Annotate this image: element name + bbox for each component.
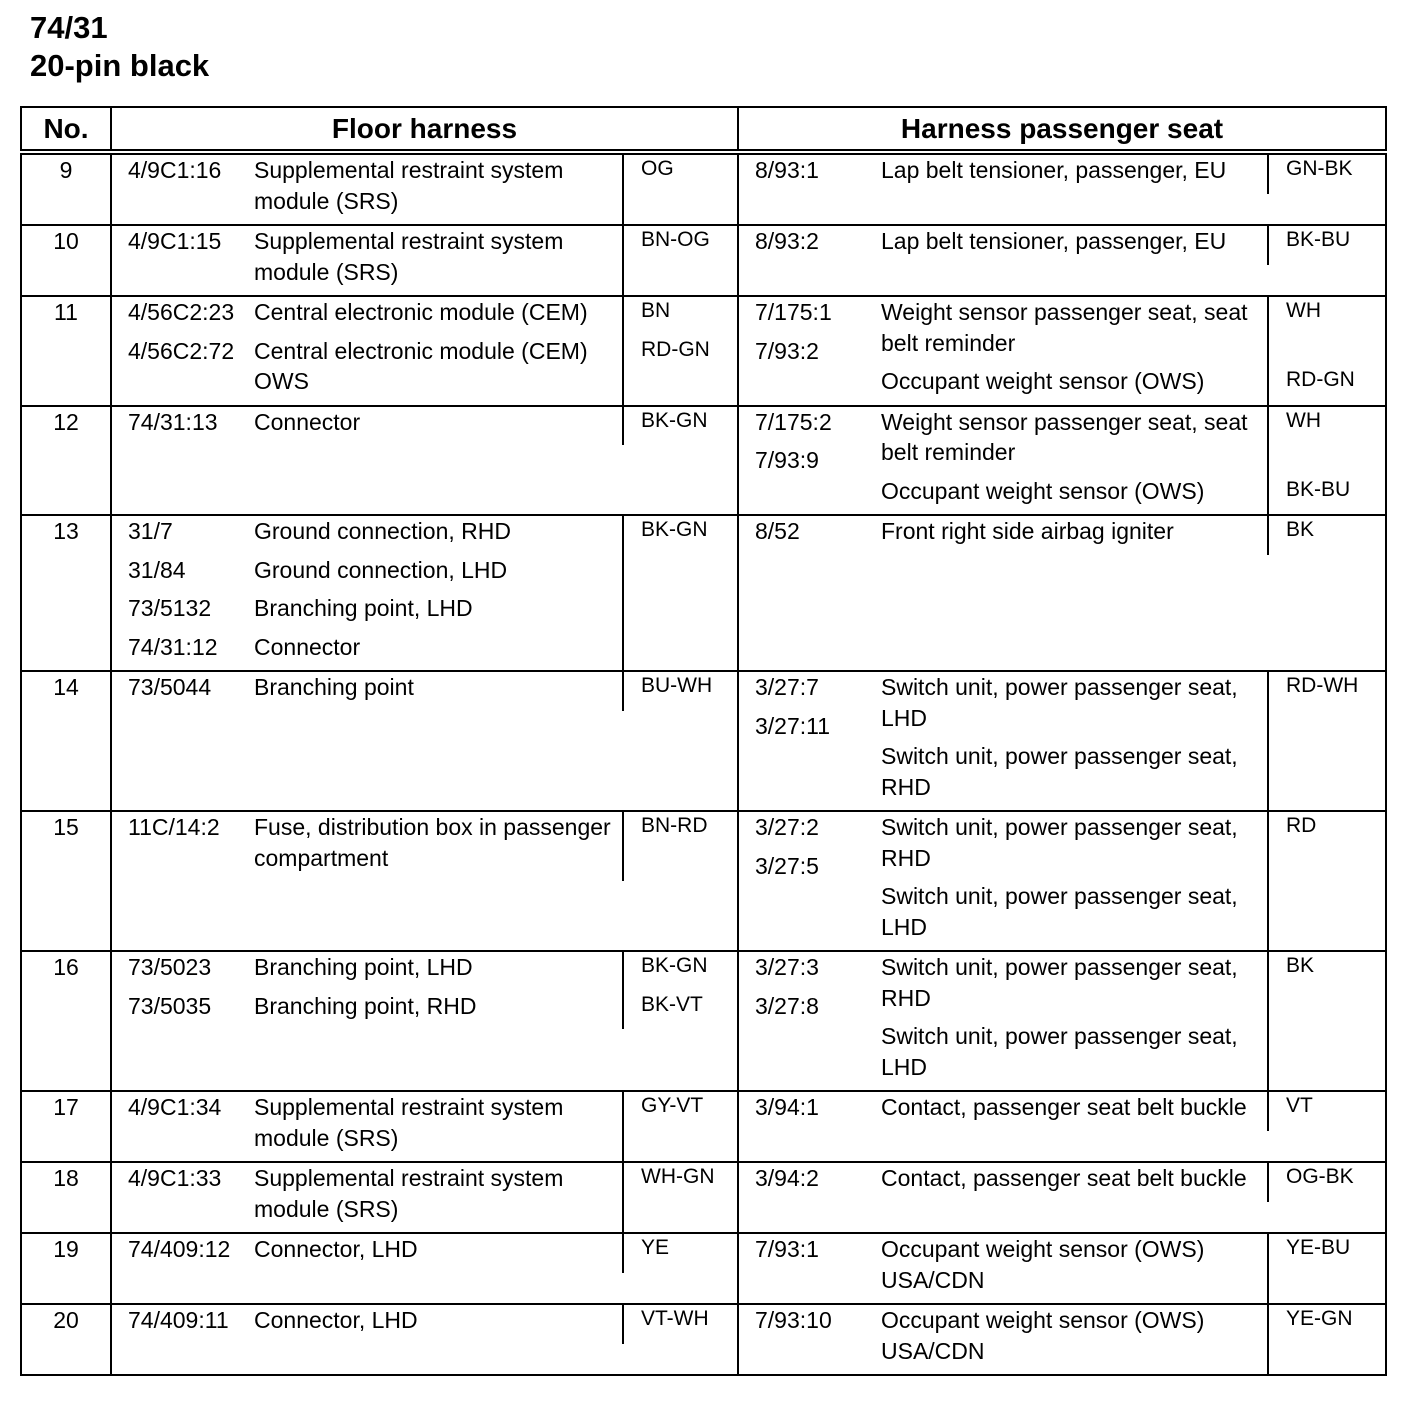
seat-code: 3/27:5 [755,852,819,879]
floor-grid [112,952,737,1029]
seat-codes [739,1234,881,1303]
floor-grid [112,1092,737,1161]
floor-description: Supplemental restraint system module (SRS) [254,1165,564,1222]
floor-color: BN-OG [641,228,710,251]
header-floor-harness: Floor harness [111,107,738,152]
floor-color: WH-GN [641,1165,715,1188]
seat-descriptions [881,1305,1267,1374]
floor-wire-color [622,1163,739,1232]
pin-number: 9 [21,152,111,225]
table-row [21,1091,1386,1162]
seat-description: Contact, passenger seat belt buckle [881,1165,1247,1191]
table-row [21,1304,1386,1375]
seat-code: 7/93:1 [755,1236,819,1262]
seat-wire-color [1267,516,1385,555]
floor-color: VT-WH [641,1307,709,1330]
floor-description: Branching point, RHD [254,992,477,1019]
seat-code: 7/93:9 [755,447,819,473]
seat-cell [738,1304,1386,1375]
seat-code: 7/93:10 [755,1307,832,1333]
floor-cell [111,1091,738,1162]
floor-codes [112,516,254,670]
floor-description: Connector [254,633,361,660]
seat-color: BK-BU [1286,477,1351,501]
table-row [21,406,1386,516]
seat-grid [739,1234,1385,1303]
floor-code: 11C/14:2 [128,814,220,840]
floor-codes [112,407,254,446]
table-row [21,225,1386,296]
seat-cell [738,1233,1386,1304]
seat-codes [739,1305,881,1374]
floor-grid [112,297,737,405]
table-row [21,515,1386,671]
floor-codes [112,1092,254,1161]
floor-description: Central electronic module (CEM) [254,299,588,325]
floor-grid [112,812,737,881]
seat-grid [739,952,1385,1090]
seat-code: 3/27:8 [755,992,819,1019]
floor-color: GY-VT [641,1094,704,1117]
floor-grid [112,1305,737,1344]
seat-grid [739,155,1385,194]
floor-descriptions [254,672,622,711]
floor-wire-color [622,1234,739,1273]
floor-code: 31/7 [128,518,173,544]
floor-cell [111,152,738,225]
floor-cell [111,515,738,671]
seat-wire-color [1267,297,1385,405]
table-row [21,951,1386,1091]
seat-grid [739,812,1385,950]
seat-description: Occupant weight sensor (OWS) [881,368,1205,394]
seat-wire-color [1267,1092,1385,1131]
seat-description: Switch unit, power passenger seat, RHD [881,814,1238,871]
floor-descriptions [254,812,622,881]
table-row [21,152,1386,225]
seat-description: Switch unit, power passenger seat, RHD [881,954,1238,1011]
seat-descriptions [881,516,1267,555]
seat-cell [738,296,1386,406]
seat-grid [739,1092,1385,1131]
table-row [21,1233,1386,1304]
floor-wire-color [622,297,739,405]
seat-descriptions [881,1092,1267,1131]
seat-codes [739,672,881,810]
floor-description: Central electronic module (CEM) OWS [254,337,588,394]
seat-wire-color [1267,952,1385,1090]
seat-code: 3/27:11 [755,712,831,739]
floor-codes [112,155,254,224]
pin-number: 10 [21,225,111,296]
floor-wire-color [622,672,739,711]
seat-color: YE-GN [1286,1307,1353,1330]
seat-wire-color [1267,226,1385,265]
floor-color: BN-RD [641,814,708,837]
floor-description: Branching point, LHD [254,595,473,621]
floor-code: 73/5023 [128,954,212,980]
seat-description: Front right side airbag igniter [881,518,1174,544]
floor-grid [112,516,737,670]
floor-wire-color [622,516,739,670]
floor-code: 74/31:12 [128,633,218,660]
floor-codes [112,297,254,405]
seat-grid [739,1163,1385,1202]
seat-descriptions [881,226,1267,265]
seat-code: 3/27:3 [755,954,819,980]
floor-code: 31/84 [128,556,186,583]
seat-description: Weight sensor passenger seat, seat belt reminder [881,408,1248,465]
seat-cell [738,515,1386,671]
seat-description: Weight sensor passenger seat, seat belt reminder [881,299,1248,356]
seat-descriptions [881,1163,1267,1202]
pin-number: 20 [21,1304,111,1375]
seat-grid [739,297,1385,405]
floor-code: 4/9C1:15 [128,228,222,254]
seat-cell [738,1091,1386,1162]
floor-code: 73/5132 [128,595,212,621]
floor-wire-color [622,812,739,881]
floor-descriptions [254,1234,622,1273]
floor-descriptions [254,407,622,446]
seat-code: 3/27:2 [755,814,819,840]
pin-number: 19 [21,1233,111,1304]
floor-wire-color [622,1092,739,1161]
seat-color: GN-BK [1286,157,1353,180]
floor-description: Ground connection, LHD [254,556,508,583]
seat-grid [739,672,1385,810]
seat-description: Occupant weight sensor (OWS) USA/CDN [881,1236,1205,1293]
floor-color: BK-GN [641,408,708,432]
seat-cell [738,671,1386,811]
seat-descriptions [881,155,1267,194]
header-no: No. [21,107,111,152]
table-row [21,671,1386,811]
seat-description: Switch unit, power passenger seat, LHD [881,1023,1238,1080]
floor-color: BK-GN [641,954,708,977]
floor-color: BN [641,299,671,322]
floor-color: BK-GN [641,518,708,541]
floor-cell [111,296,738,406]
floor-descriptions [254,226,622,295]
seat-codes [739,1163,881,1202]
floor-grid [112,155,737,224]
floor-code: 73/5035 [128,992,212,1019]
floor-description: Connector, LHD [254,1236,418,1262]
pin-number: 12 [21,406,111,516]
floor-color: BK-VT [641,993,703,1016]
floor-description: Connector [254,408,361,435]
pin-number: 18 [21,1162,111,1233]
floor-descriptions [254,952,622,1029]
floor-codes [112,226,254,295]
seat-color: RD [1286,814,1317,837]
pin-number: 13 [21,515,111,671]
seat-description: Lap belt tensioner, passenger, EU [881,228,1227,254]
floor-code: 74/409:11 [128,1307,229,1333]
seat-code: 8/52 [755,518,800,544]
floor-code: 4/56C2:23 [128,299,235,325]
floor-descriptions [254,155,622,224]
floor-descriptions [254,1092,622,1161]
seat-wire-color [1267,1163,1385,1202]
seat-descriptions [881,812,1267,950]
floor-color: YE [641,1236,670,1259]
floor-codes [112,812,254,881]
seat-codes [739,226,881,265]
floor-description: Connector, LHD [254,1307,418,1333]
floor-color: RD-GN [641,338,710,361]
floor-descriptions [254,1163,622,1232]
seat-color: OG-BK [1286,1165,1354,1188]
seat-descriptions [881,672,1267,810]
seat-descriptions [881,297,1267,405]
floor-cell [111,1304,738,1375]
floor-description: Branching point [254,674,414,700]
table-row [21,1162,1386,1233]
floor-descriptions [254,1305,622,1344]
seat-wire-color [1267,812,1385,950]
seat-color: YE-BU [1286,1236,1351,1259]
seat-codes [739,812,881,950]
seat-codes [739,407,881,515]
floor-grid [112,1163,737,1232]
table-row [21,296,1386,406]
seat-code: 3/94:1 [755,1094,819,1120]
seat-cell [738,811,1386,951]
seat-cell [738,951,1386,1091]
floor-color: BU-WH [641,674,713,697]
seat-color: WH [1286,408,1321,432]
seat-cell [738,1162,1386,1233]
seat-descriptions [881,407,1267,515]
floor-cell [111,951,738,1091]
floor-code: 4/9C1:33 [128,1165,222,1191]
floor-description: Ground connection, RHD [254,518,511,544]
connector-id: 74/31 [30,10,108,45]
seat-cell [738,406,1386,516]
seat-codes [739,297,881,405]
floor-cell [111,671,738,811]
seat-description: Occupant weight sensor (OWS) [881,477,1205,504]
floor-wire-color [622,952,739,1029]
seat-code: 8/93:2 [755,228,819,254]
pin-number: 17 [21,1091,111,1162]
seat-color: BK [1286,518,1315,541]
pin-number: 15 [21,811,111,951]
seat-description: Lap belt tensioner, passenger, EU [881,157,1227,183]
seat-code: 8/93:1 [755,157,819,183]
seat-codes [739,952,881,1090]
floor-grid [112,672,737,711]
seat-code: 3/27:7 [755,674,819,700]
floor-descriptions [254,297,622,405]
seat-grid [739,407,1385,515]
pin-number: 16 [21,951,111,1091]
floor-cell [111,406,738,516]
seat-wire-color [1267,407,1385,515]
floor-code: 74/409:12 [128,1236,231,1262]
seat-color: VT [1286,1094,1313,1117]
floor-code: 74/31:13 [128,408,218,435]
floor-wire-color [622,407,739,446]
seat-code: 7/175:1 [755,299,832,325]
floor-description: Branching point, LHD [254,954,473,980]
floor-grid [112,407,737,446]
seat-codes [739,516,881,555]
table-row [21,811,1386,951]
floor-code: 4/56C2:72 [128,337,235,364]
seat-color: BK-BU [1286,228,1351,251]
floor-cell [111,1162,738,1233]
floor-wire-color [622,226,739,295]
seat-code: 7/93:2 [755,337,819,364]
floor-code: 73/5044 [128,674,212,700]
seat-description: Contact, passenger seat belt buckle [881,1094,1247,1120]
seat-code: 3/94:2 [755,1165,819,1191]
floor-wire-color [622,155,739,224]
seat-descriptions [881,1234,1267,1303]
pin-number: 14 [21,671,111,811]
floor-descriptions [254,516,622,670]
seat-wire-color [1267,672,1385,810]
floor-description: Supplemental restraint system module (SRS) [254,228,564,285]
seat-cell [738,225,1386,296]
seat-description: Switch unit, power passenger seat, LHD [881,883,1238,940]
floor-cell [111,1233,738,1304]
floor-code: 4/9C1:16 [128,157,222,183]
seat-wire-color [1267,155,1385,194]
seat-code: 7/175:2 [755,408,832,435]
floor-color: OG [641,157,674,180]
floor-description: Supplemental restraint system module (SRS) [254,157,564,214]
seat-color: RD-GN [1286,368,1355,391]
seat-grid [739,1305,1385,1374]
seat-grid [739,516,1385,555]
seat-description: Switch unit, power passenger seat, RHD [881,743,1238,800]
floor-codes [112,1305,254,1344]
seat-description: Occupant weight sensor (OWS) USA/CDN [881,1307,1205,1364]
floor-grid [112,226,737,295]
seat-descriptions [881,952,1267,1090]
seat-color: WH [1286,299,1321,322]
floor-cell [111,225,738,296]
header-passenger-seat: Harness passenger seat [738,107,1386,152]
floor-codes [112,672,254,711]
pin-table [20,106,1387,1376]
seat-cell [738,152,1386,225]
seat-grid [739,226,1385,265]
seat-wire-color [1267,1234,1385,1303]
floor-description: Fuse, distribution box in passenger compartment [254,814,611,871]
seat-color: RD-WH [1286,674,1359,697]
floor-codes [112,1234,254,1273]
floor-codes [112,952,254,1029]
pin-number: 11 [21,296,111,406]
seat-wire-color [1267,1305,1385,1374]
floor-codes [112,1163,254,1232]
floor-wire-color [622,1305,739,1344]
seat-color: BK [1286,954,1315,977]
seat-description: Switch unit, power passenger seat, LHD [881,674,1238,731]
floor-grid [112,1234,737,1273]
floor-description: Supplemental restraint system module (SRS) [254,1094,564,1151]
seat-codes [739,155,881,194]
seat-codes [739,1092,881,1131]
floor-cell [111,811,738,951]
floor-code: 4/9C1:34 [128,1094,222,1120]
connector-description: 20-pin black [30,48,210,83]
